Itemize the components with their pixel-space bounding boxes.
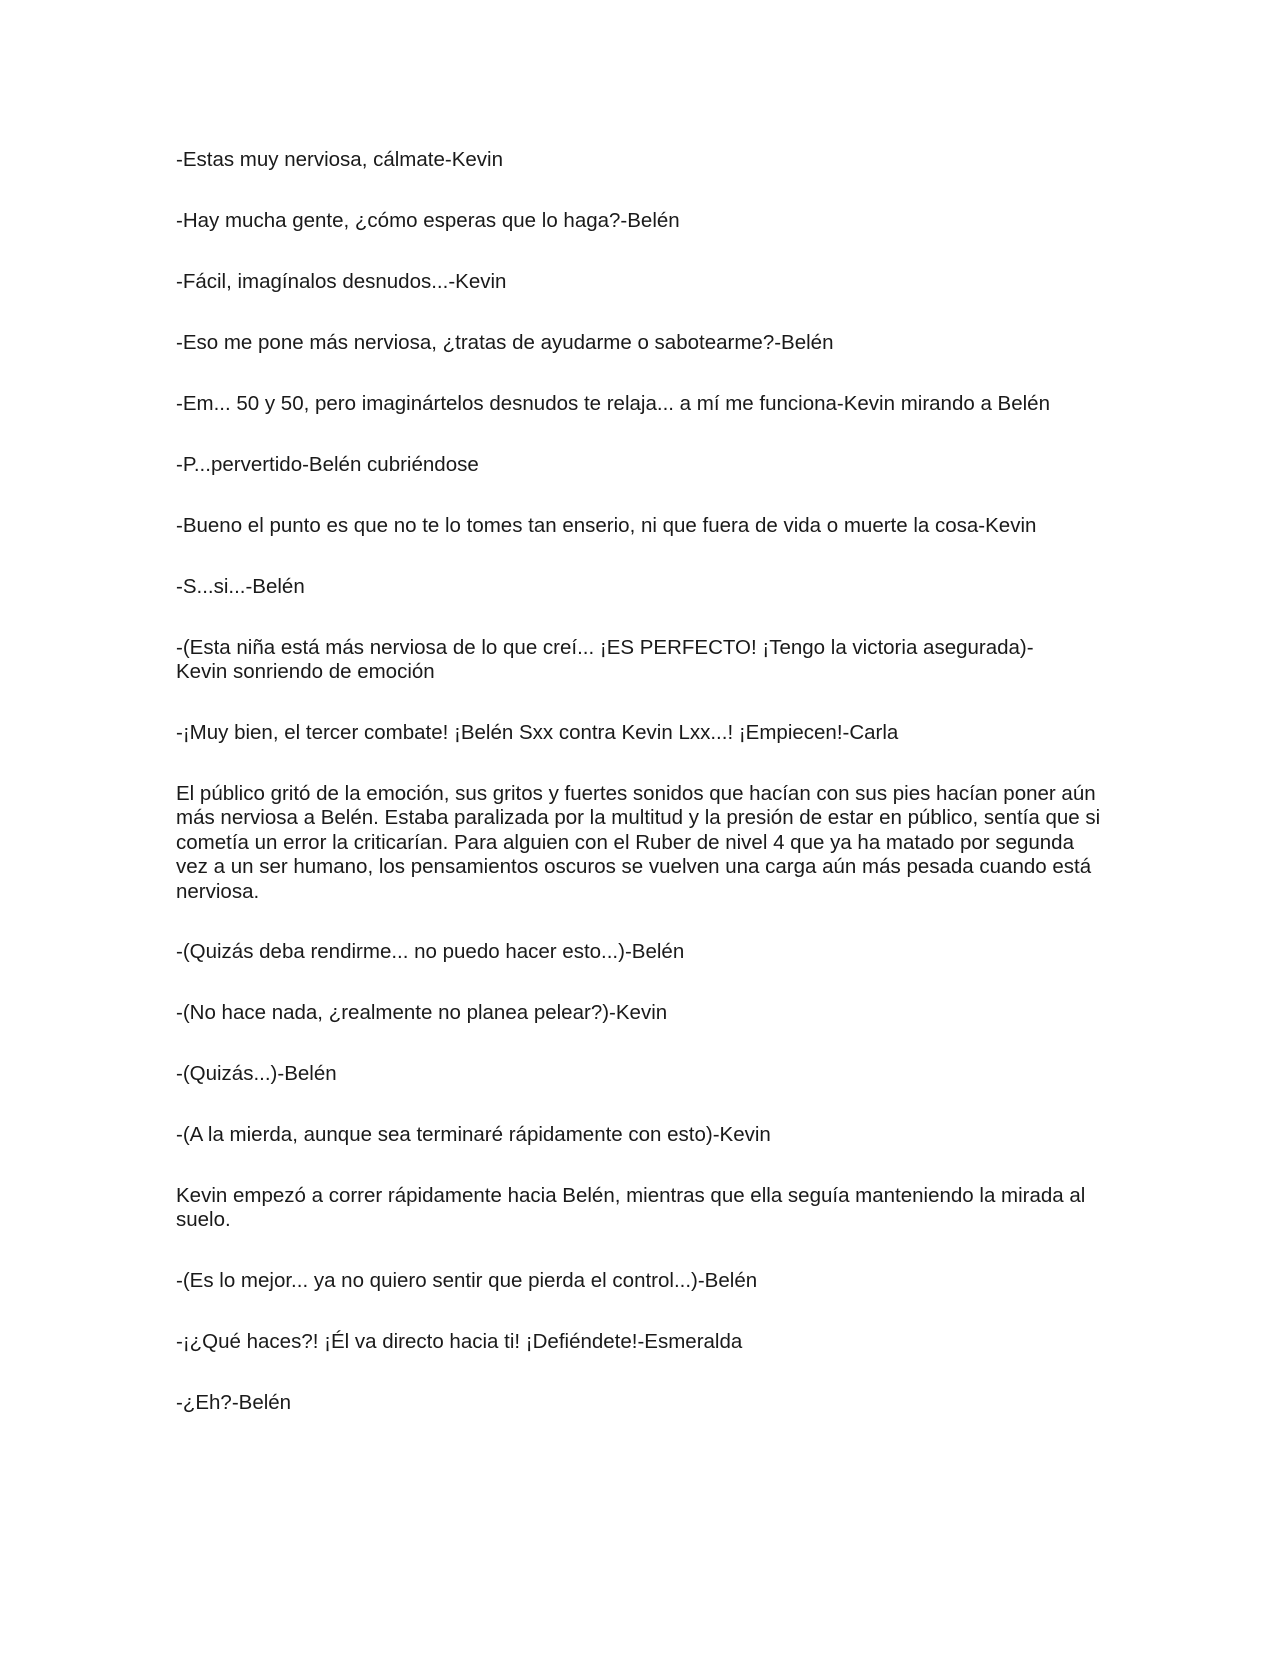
paragraph: -(Quizás deba rendirme... no puedo hacer esto...)-Belén xyxy=(176,940,685,963)
narration-paragraph: Kevin empezó a correr rápidamente hacia Belén, mientras que ella seguía manteniendo la mirada al suelo. xyxy=(176,1184,1086,1232)
paragraph: -Em... 50 y 50, pero imaginártelos desnudos te relaja... a mí me funciona-Kevin mirando a Belén xyxy=(176,392,1050,415)
paragraph: -P...pervertido-Belén cubriéndose xyxy=(176,453,479,476)
paragraph: -(No hace nada, ¿realmente no planea pelear?)-Kevin xyxy=(176,1001,668,1024)
narration-paragraph: El público gritó de la emoción, sus gritos y fuertes sonidos que hacían con sus pies hacían poner aún más nerviosa a Belén. Estaba paralizada por la multitud y la presión de estar en público, sentía que si cometía un error la criticarían. Para alguien con el Ruber de nivel 4 que ya ha matado por segunda vez a un ser humano, los pensamientos oscuros se vuelven una carga aún más pesada cuando está nerviosa. xyxy=(176,782,1101,903)
paragraph: -(Quizás...)-Belén xyxy=(176,1062,337,1085)
paragraph: -¡Muy bien, el tercer combate! ¡Belén Sxx contra Kevin Lxx...! ¡Empiecen!-Carla xyxy=(176,721,899,744)
paragraph: -Estas muy nerviosa, cálmate-Kevin xyxy=(176,148,503,171)
paragraph: -Bueno el punto es que no te lo tomes tan enserio, ni que fuera de vida o muerte la cosa-Kevin xyxy=(176,514,1037,537)
paragraph: -¡¿Qué haces?! ¡Él va directo hacia ti! ¡Defiéndete!-Esmeralda xyxy=(176,1330,743,1353)
paragraph: -¿Eh?-Belén xyxy=(176,1391,292,1414)
paragraph: -(A la mierda, aunque sea terminaré rápidamente con esto)-Kevin xyxy=(176,1123,771,1146)
paragraph: -(Esta niña está más nerviosa de lo que creí... ¡ES PERFECTO! ¡Tengo la victoria asegurada)- Kevin sonriendo de emoción xyxy=(176,636,1034,684)
paragraph: -Fácil, imagínalos desnudos...-Kevin xyxy=(176,270,507,293)
paragraph: -(Es lo mejor... ya no quiero sentir que pierda el control...)-Belén xyxy=(176,1269,758,1292)
paragraph: -Eso me pone más nerviosa, ¿tratas de ayudarme o sabotearme?-Belén xyxy=(176,331,834,354)
paragraph: -S...si...-Belén xyxy=(176,575,305,598)
paragraph: -Hay mucha gente, ¿cómo esperas que lo haga?-Belén xyxy=(176,209,680,232)
